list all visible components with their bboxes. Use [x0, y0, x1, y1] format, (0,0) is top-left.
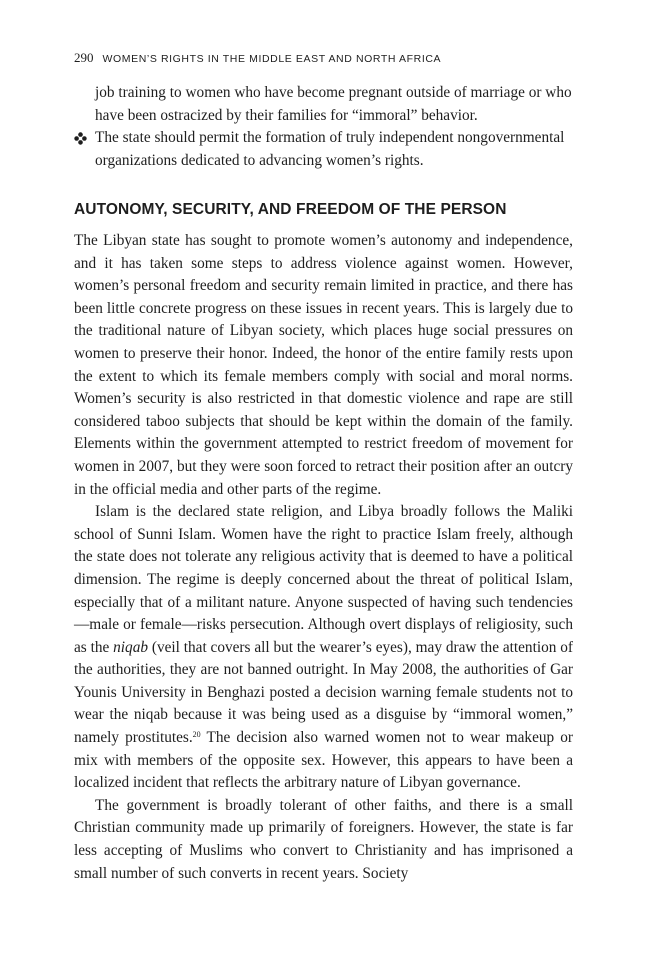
running-title: WOMEN’S RIGHTS IN THE MIDDLE EAST AND NORTH AFRICA	[102, 53, 442, 65]
paragraph-2	[74, 501, 573, 795]
page-number: 290	[74, 50, 94, 65]
section-body	[74, 230, 573, 885]
paragraph-2-part-2: (veil that covers all but the wearer’s eyes), may draw the attention of the authorities, they are not banned outright. In May 2008, the authorities of Gar Younis University in Benghazi posted a decision warning female students not to wear the niqab because it was being used as a disguise by “immoral women,” namely prostitutes.	[74, 638, 573, 747]
paragraph-2-part-3: The decision also warned women not to wear makeup or mix with members of the opposite sex. However, this appears to have been a localized incident that reflects the arbitrary nature of Libyan governance.	[74, 729, 573, 792]
running-header	[74, 50, 441, 66]
bullet-text: The state should permit the formation of truly independent nongovernmental organizations dedicated to advancing women’s rights.	[95, 129, 565, 169]
paragraph-2-part-1: Islam is the declared state religion, and Libya broadly follows the Maliki school of Sunni Islam. Women have the right to practice Islam freely, although the state does not tolerate any religious activity that is deemed to have a political dimension. The regime is deeply concerned about the threat of political Islam, especially that of a militant nature. Anyone suspected of having such tendencies—male or female—risks persecution. Although overt displays of religiosity, such as the	[74, 503, 573, 656]
continued-bullet-text: job training to women who have become pregnant outside of marriage or who have been ostracized by their families for “immoral” behavior.	[95, 84, 572, 124]
section-heading: AUTONOMY, SECURITY, AND FREEDOM OF THE PERSON	[74, 201, 507, 218]
bullet-item	[74, 127, 573, 172]
paragraph-1: The Libyan state has sought to promote women’s autonomy and independence, and it has taken some steps to address violence against women. However, women’s personal freedom and security remain limited in practice, and there has been little concrete progress on these issues in recent years. This is largely due to the traditional nature of Libyan society, which places huge social pressures on women to preserve their honor. Indeed, the honor of the entire family rests upon the extent to which its female members comply with social and moral norms. Women’s security is also restricted in that domestic violence and rape are still considered taboo subjects that should be kept within the domain of the family. Elements within the government attempted to restrict freedom of movement for women in 2007, but they were soon forced to retract their position after an outcry in the official media and other parts of the regime.	[74, 232, 573, 498]
footnote-reference[interactable]: 20	[192, 730, 201, 740]
italic-term-niqab: niqab	[113, 638, 148, 656]
paragraph-3: The government is broadly tolerant of other faiths, and there is a small Christian community made up primarily of foreigners. However, the state is far less accepting of Muslims who convert to Christianity and has imprisoned a small number of such converts in recent years. Society	[74, 796, 573, 882]
